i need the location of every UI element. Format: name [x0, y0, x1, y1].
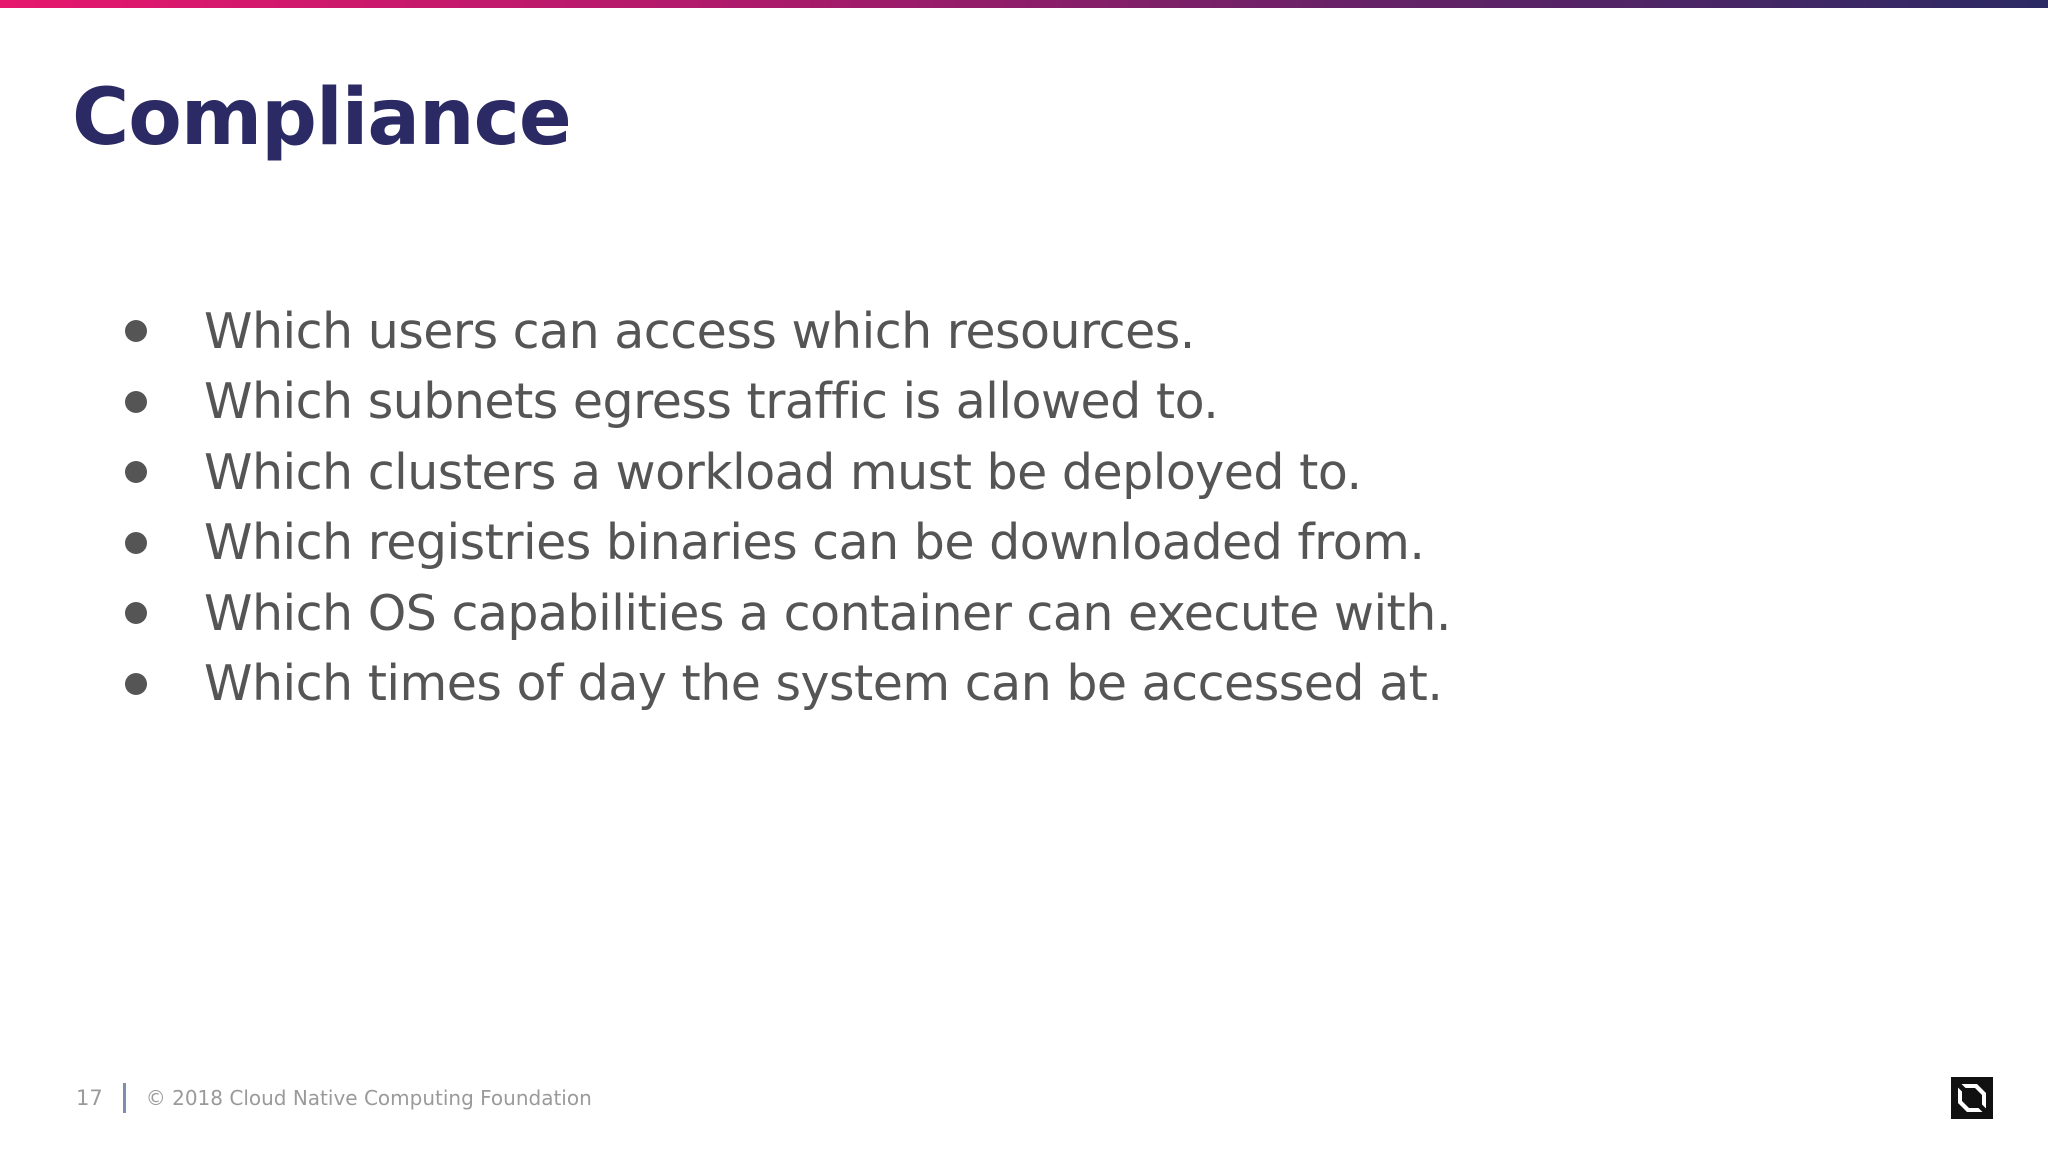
bullet-text: Which clusters a workload must be deployed to. — [204, 443, 1362, 501]
bullet-text: Which subnets egress traffic is allowed to. — [204, 373, 1219, 431]
bullet-icon — [125, 320, 147, 342]
bullet-text: Which OS capabilities a container can execute with. — [204, 584, 1451, 642]
bullet-item — [120, 578, 1451, 649]
bullet-icon — [125, 602, 147, 624]
bullet-item — [120, 508, 1451, 579]
bullet-item — [120, 296, 1451, 367]
slide-footer — [76, 1080, 592, 1116]
bullet-text: Which times of day the system can be accessed at. — [204, 655, 1443, 713]
page-number: 17 — [76, 1086, 103, 1110]
slide-title: Compliance — [72, 73, 571, 163]
bullet-item — [120, 367, 1451, 438]
bullet-item — [120, 649, 1451, 720]
bullet-icon — [125, 673, 147, 695]
bullet-icon — [125, 391, 147, 413]
bullet-icon — [125, 532, 147, 554]
bullet-item — [120, 437, 1451, 508]
bullet-list — [120, 296, 1451, 719]
cncf-logo-icon — [1951, 1077, 1993, 1119]
footer-divider — [123, 1083, 126, 1113]
copyright-text: © 2018 Cloud Native Computing Foundation — [145, 1086, 592, 1110]
top-accent-bar — [0, 0, 2048, 8]
bullet-icon — [125, 461, 147, 483]
bullet-text: Which registries binaries can be downloaded from. — [204, 514, 1425, 572]
bullet-text: Which users can access which resources. — [204, 302, 1195, 360]
